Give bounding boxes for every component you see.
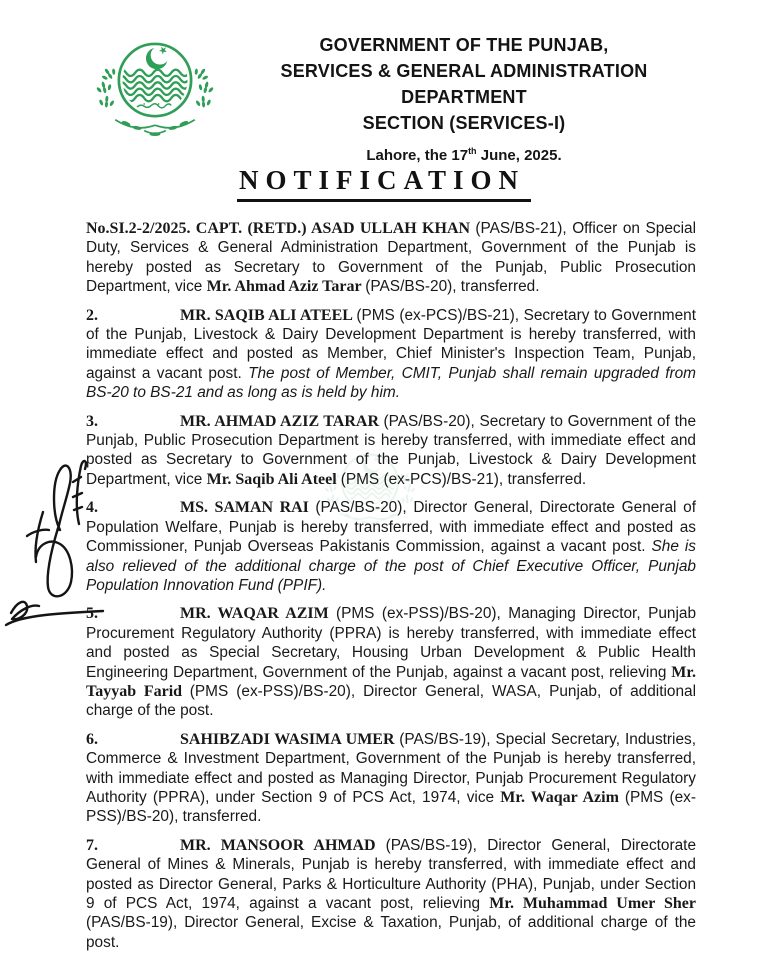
text-run-normal: (PAS/BS-19), Director General, Excise & Taxation, Punjab, of additional charge of the post. [86, 914, 696, 951]
text-run-italic: She is also relieved of the additional charge of the post of Chief Executive Officer, Punjab Population Innovation Fund (PPIF). [86, 538, 696, 594]
letterhead [230, 32, 698, 164]
date-ordinal-superscript: th [468, 146, 477, 156]
text-run-normal: (PAS/BS-19), Special Secretary, Industries, Commerce & Investment Department, Government of the Punjab is hereby transferred, with immediate effect and posted as Managing Director, Punjab Procurement Regulatory Authority (PPRA), under Section 9 of PCS Act, 1974, vice [86, 730, 696, 806]
document-title: NOTIFICATION [237, 165, 531, 202]
text-run-bold: MR. AHMAD AZIZ TARAR [180, 412, 384, 430]
text-run-bold: No.SI.2-2/2025. CAPT. (RETD.) ASAD ULLAH KHAN [86, 220, 476, 237]
org-line-2: SERVICES & GENERAL ADMINISTRATION [280, 61, 648, 81]
date-suffix: June, 2025. [476, 147, 562, 164]
notification-paragraph-2 [86, 306, 696, 403]
text-run-normal: (PMS (ex-PSS)/BS-20), Director General, WASA, Punjab, of additional charge of the post. [86, 682, 696, 720]
text-run-bold: Mr. Tayyab Farid [86, 663, 696, 700]
emblem-svg [90, 34, 220, 146]
paragraph-number: 5. [86, 605, 98, 623]
notification-paragraph-3 [86, 412, 696, 490]
org-line-1: GOVERNMENT OF THE PUNJAB, [319, 35, 609, 55]
text-run-normal: (PAS/BS-20), transferred. [365, 278, 540, 296]
org-line-4: SECTION (SERVICES-I) [362, 113, 566, 133]
text-run-bold: MR. MANSOOR AHMAD [180, 836, 386, 854]
date-line [230, 147, 698, 164]
notification-paragraph-5 [86, 604, 696, 720]
title-row [0, 165, 768, 202]
text-run-normal: (PMS (ex-PCS)/BS-21), Secretary to Government of the Punjab, Livestock & Dairy Development Department is hereby transferred, with immediate effect and posted as Member, Chief Minister's Inspection Team, Punjab, against a vacant post. [86, 306, 696, 382]
paragraph-number: 4. [86, 499, 98, 517]
text-run-normal: (PMS (ex-PSS)/BS-20), Managing Director, Punjab Procurement Regulatory Authority (PPRA) is hereby transferred, with immediate effect and posted as Special Secretary, Housing Urban Development & Public Health Engineering Department, Government of the Punjab, against a vacant post, relieving [86, 605, 697, 681]
notification-paragraph-6 [86, 730, 696, 827]
punjab-government-emblem-icon [90, 34, 220, 146]
date-prefix: Lahore, the 17 [366, 147, 469, 164]
paragraph-number: 2. [86, 306, 98, 324]
text-run-normal: (PAS/BS-19), Director General, Directorate General of Mines & Minerals, Punjab is hereby transferred, with immediate effect and posted as Director General, Parks & Horticulture Authority (PHA), Punjab, under Section 9 of PCS Act, 1974, against a vacant post, relieving [86, 836, 696, 912]
text-run-bold: SAHIBZADI WASIMA UMER [180, 730, 400, 748]
text-run-bold: MS. SAMAN RAI [180, 499, 316, 517]
text-run-bold: MR. SAQIB ALI ATEEL [180, 306, 357, 324]
paragraph-number: 7. [86, 836, 98, 854]
text-run-bold: Mr. Muhammad Umer Sher [489, 895, 696, 912]
text-run-bold: Mr. Ahmad Aziz Tarar [206, 278, 366, 296]
paragraph-number: 6. [86, 730, 98, 748]
text-run-italic: The post of Member, CMIT, Punjab shall remain upgraded from BS-20 to BS-21 and as long as is held by him. [86, 364, 696, 402]
text-run-normal: (PAS/BS-21), Officer on Special Duty, Services & General Administration Department, Government of the Punjab is hereby posted as Secretary to Government of the Punjab, Public Prosecution Department, vice [86, 220, 697, 296]
text-run-bold: Mr. Saqib Ali Ateel [206, 470, 341, 488]
text-run-normal: (PMS (ex-PCS)/BS-21), transferred. [340, 470, 587, 488]
notification-paragraph-4 [86, 498, 696, 595]
org-line-3: DEPARTMENT [401, 87, 527, 107]
notification-paragraph-7 [86, 836, 696, 952]
notification-paragraph-1 [86, 219, 696, 297]
text-run-normal: (PMS (ex-PSS)/BS-20), transferred. [86, 788, 696, 826]
text-run-normal: (PAS/BS-20), Director General, Directorate General of Population Welfare, Punjab is hereby transferred, with immediate effect and posted as Commissioner, Punjab Overseas Pakistanis Commission, against a vacant post. [86, 499, 696, 556]
notification-body [86, 219, 696, 960]
text-run-bold: MR. WAQAR AZIM [180, 605, 336, 623]
text-run-bold: Mr. Waqar Azim [500, 788, 625, 806]
text-run-normal: (PAS/BS-20), Secretary to Government of the Punjab, Public Prosecution Department is hereby transferred, with immediate effect and posted as Secretary to Government of the Punjab, Livestock & Dairy Development Department, vice [86, 412, 697, 488]
paragraph-number: 3. [86, 412, 98, 430]
